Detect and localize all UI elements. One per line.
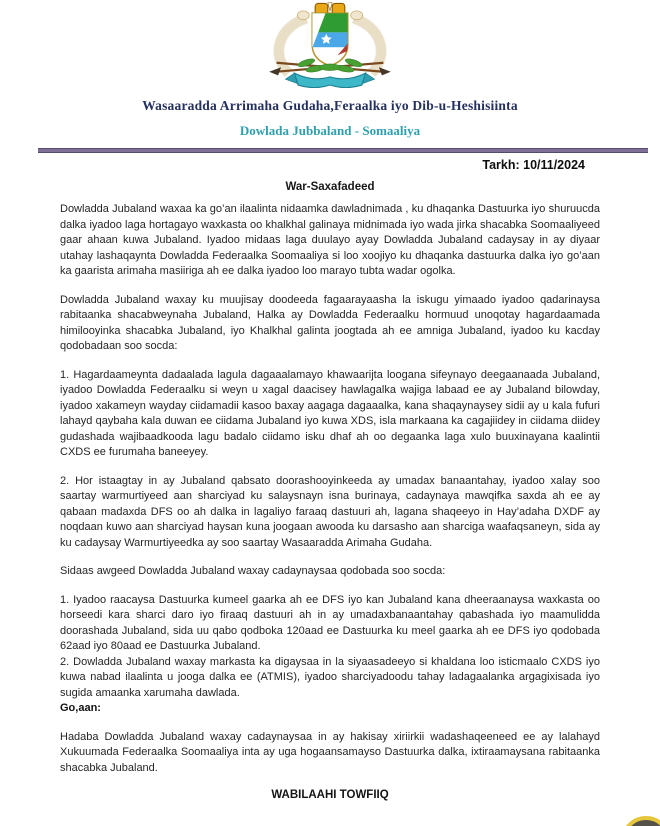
date-line: Tarkh: 10/11/2024 — [482, 158, 585, 172]
header-divider — [38, 148, 648, 153]
ministry-title: Wasaaradda Arrimaha Gudaha,Feraalka iyo Dib-u-Heshisiinta — [142, 98, 518, 113]
document-title: War-Saxafadeed — [285, 181, 375, 193]
list1-item-1: 1. Hagardaameynta dadaalada lagula dagaaalamayo khawaarijta loogana sifeynayo deegaanaada Jubaland, iyadoo Dowladda Federaalku si weyn u xagal daacisey hawlagalka wajiga labaad ee ay Jubaland bilowday, iyadoo xakameyn wayday ciidamadii kasoo baxay aagaga dagaaalka, kana shaqaynaysey sidii ay u kala fufuri lahayd qaybaha kala duwan ee ciidama Jubaland iyo kuwa XDS, isla markaana ka cagajiidey in ciidama diidey gudashada wajibaadkooda lagu badalo ciidamo isku dhaf ah oo degaanka laga xulo buuxinayana kaalintii CXDS ee furumaha baneeyey. — [60, 368, 600, 458]
document-body — [60, 202, 600, 776]
decision-heading: Go,aan: — [60, 702, 101, 714]
corner-avatar-bubble — [621, 816, 660, 826]
closing-line: WABILAAHI TOWFIIQ — [271, 789, 389, 801]
list2-item-2: 2. Dowladda Jubaland waxay markasta ka digaysaa in la siyaasadeeyo si khaldana loo isticmaalo CXDS iyo kuwa nabad ilaalinta u jooga dalka ee (ATMIS), iyadoo sharciyadoodu tahay ladagaalanka argagixisada iyo sugida amaanka xarumaha dawlada. — [60, 655, 600, 699]
government-title: Dowlada Jubbaland - Somaaliya — [239, 123, 421, 138]
paragraph-lead-in: Sidaas awgeed Dowladda Jubaland waxay cadaynaysaa qodobada soo socda: — [60, 565, 446, 577]
list2-item-1: 1. Iyadoo raacaysa Dastuurka kumeel gaarka ah ee DFS iyo kan Jubaland kana dheeraanaysa waxkasta oo horseedi kara sharci daro iyo firaaq dastuuri ah in ay umadaxbanaantahay qabashada iyo maamulidda doorashada Jubaland, sida uu qabo qodboka 120aad ee Dastuurka ku meel gaarka ah ee DFS iyo qodobada 62aad iyo 80aad ee Dastuurka Jubaland. — [60, 593, 600, 652]
paragraph-intro: Dowladda Jubaland waxaa ka go’an ilaalinta nidaamka dawladnimada , ku dhaqanka Dastuurka iyo shuruucda dalka iyadoo laga hortagayo waxkasta oo khalkhal galinaya midnimada iyo wada jirka shacabka Soomaaliyeed gaar ahaan kuwa Jubaland. Iyadoo midaas laga duulayo ayay Dowladda Jubaland cadaysay in ay diyaar utahay lashaqaynta Dowladda Federaalka Soomaaliya si loo xoojiyo ku dhaqanka dastuurka dalka iyo go’aan ka gaarista arimaha masiiriga ah ee dalka iyadoo loo marayo tubta wadar ogolka. — [60, 203, 600, 277]
list1-item-2: 2. Hor istaagtay in ay Jubaland qabsato doorashooyinkeeda ay umadax banaantahay, iyadoo xalay soo saartay warmurtiyeed aan sharciyad ku salaysnayn isna burinaya, cadaynaya mawqifka saxda ah ee ay qabaan madaxda DFS oo ah dalka in lagaliyo faraaq dastuuri ah, lagana shaqeeyo in Hay’adaha DXDF ay noqdaan kuwo aan sharciyad haysan kuna joogaan awooda ku darsasho aan sharciga waafaqsaneyn, sida ay ku cadaysay Warmurtiyeedka ay soo saartay Wasaaradda Arimaha Gudaha. — [60, 474, 600, 549]
paragraph-decision: Hadaba Dowladda Jubaland waxay cadaynaysaa in ay hakisay xiriirkii wadashaqeeneed ee ay lalahayd Xukuumada Federaalka Soomaaliya inta ay uga hogaansamayso Dastuurka dalka, ixtiraamaysana rabitaanka shacabka Jubaland. — [60, 730, 600, 774]
jubaland-emblem-icon — [255, 2, 405, 88]
emblem-container — [0, 0, 660, 90]
paragraph-context: Dowladda Jubaland waxay ku muujisay doodeeda fagaarayaasha la iskugu yimaado iyadoo qadarinaysa rabitaanka shacabweynaha Jubaland, Halka ay Dowladda Federaalku hormuud unoqotay hagardaamada himilooyinka shacabka Jubaland, iyo Khalkhal galinta joogtada ah ee amniga Jubaland, iyadoo ku kacday qodobadaan soo socda: — [60, 293, 600, 352]
